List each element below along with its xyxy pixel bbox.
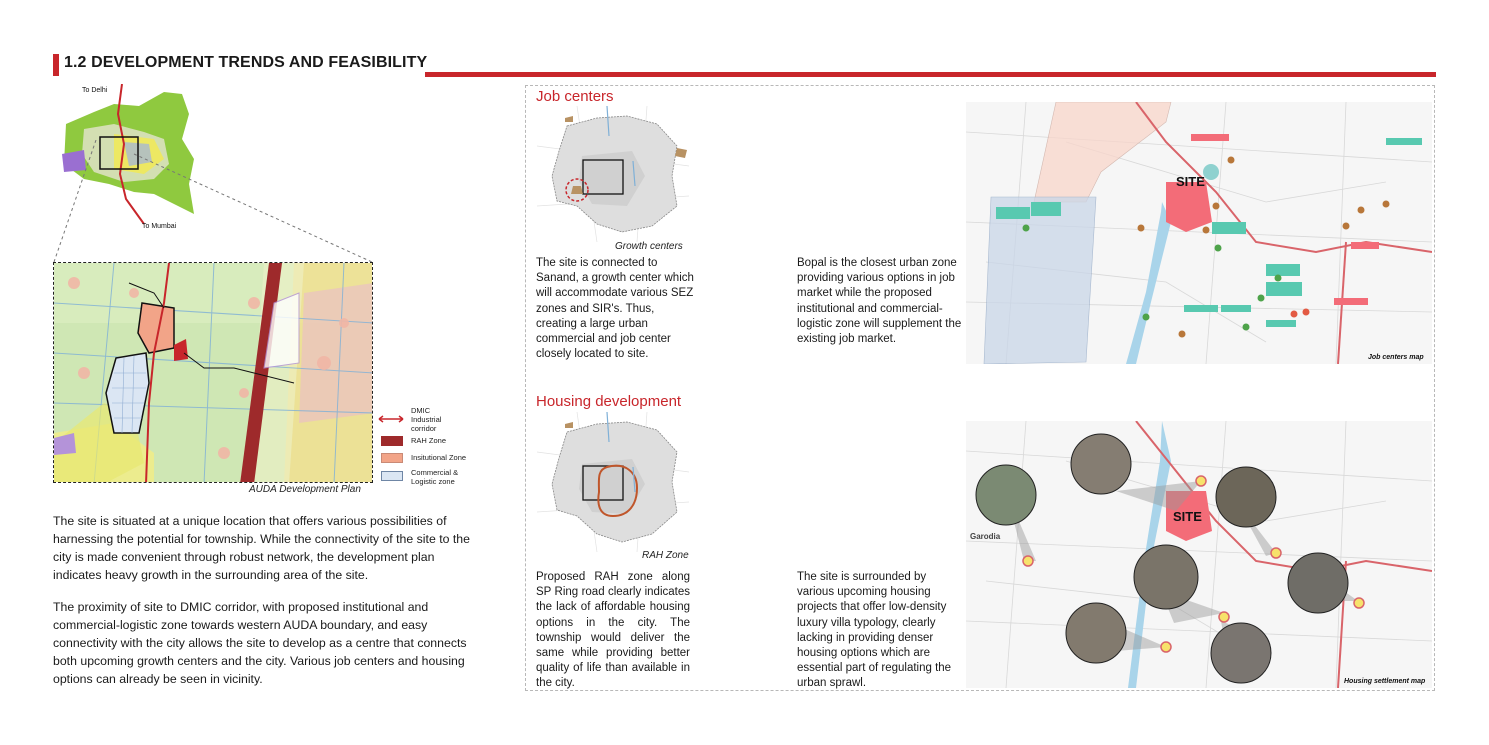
legend-label: Insitutional Zone (411, 453, 467, 462)
garodia-label: Garodia (970, 532, 1001, 541)
intro-paragraph: The site is situated at a unique location that offers various possibilities of harnessing the potential for township. While the connectivity of the site to the city is made convenient through robust network, the development plan indicates heavy growth in the surrounding area of the site. (53, 514, 470, 582)
legend-item-commercial (377, 468, 457, 488)
housing-map-site-label: SITE (1173, 509, 1202, 524)
job-centers-title: Job centers (536, 88, 614, 105)
rah-zone-map (537, 412, 689, 552)
header-accent-bar (53, 54, 59, 76)
housing-title: Housing development (536, 393, 682, 410)
header-rule (425, 72, 1436, 77)
legend-item-dmic (377, 406, 457, 434)
dmic-paragraph: The proximity of site to DMIC corridor, with proposed institutional and commercial-logistic zone towards western AUDA boundary, and easy connectivity with the city allows the site to develop as a centre that connects both upcoming growth centers and the city. Various job centers and housing options can already be seen in vicinity. (53, 600, 467, 686)
housing-settlement-map (966, 421, 1432, 688)
auda-plan-caption: AUDA Development Plan (249, 484, 361, 495)
label-to-mumbai: To Mumbai (142, 223, 177, 229)
growth-centers-caption: Growth centers (615, 241, 683, 252)
job-centers-text-right: Bopal is the closest urban zone providing various options in job market while the proposed institutional and commercial-logistic zone will supplement the existing job market. (797, 257, 962, 346)
legend-item-institutional (377, 451, 467, 468)
legend-item-rah (377, 434, 457, 451)
legend-label: DMIC Industrial corridor (411, 406, 442, 433)
housing-text-left: Proposed RAH zone along SP Ring road clearly indicates the lack of affordable housing options in the city. The township would deliver the same while providing better quality of life than available in the city. (536, 571, 690, 690)
job-centers-map (966, 102, 1432, 364)
job-map-site-label: SITE (1176, 174, 1205, 189)
housing-map-caption: Housing settlement map (1344, 678, 1426, 685)
label-to-delhi: To Delhi (82, 87, 108, 94)
housing-text-right: The site is surrounded by various upcoming housing projects that offer low-density luxury villa typology, clearly lacking in providing denser housing options which are essential part of regulating the urban sprawl. (797, 571, 952, 690)
growth-centers-map (537, 106, 689, 242)
job-centers-map-caption: Job centers map (1368, 354, 1424, 361)
double-arrow-icon (377, 414, 405, 424)
legend (377, 406, 467, 488)
legend-swatch (381, 453, 403, 463)
legend-swatch (381, 471, 403, 481)
auda-development-plan (53, 262, 373, 483)
legend-swatch (381, 436, 403, 446)
rah-zone-caption: RAH Zone (642, 550, 689, 561)
legend-label: RAH Zone (411, 436, 447, 445)
zoom-projection-lines (50, 140, 390, 265)
page-title: 1.2 DEVELOPMENT TRENDS AND FEASIBILITY (64, 54, 428, 71)
job-centers-text-left: The site is connected to Sanand, a growth center which will accommodate various SEZ zones and SIR's. Thus, creating a large urban commercial and job center closely located to site. (536, 257, 694, 361)
legend-label: Commercial & Logistic zone (411, 468, 459, 486)
